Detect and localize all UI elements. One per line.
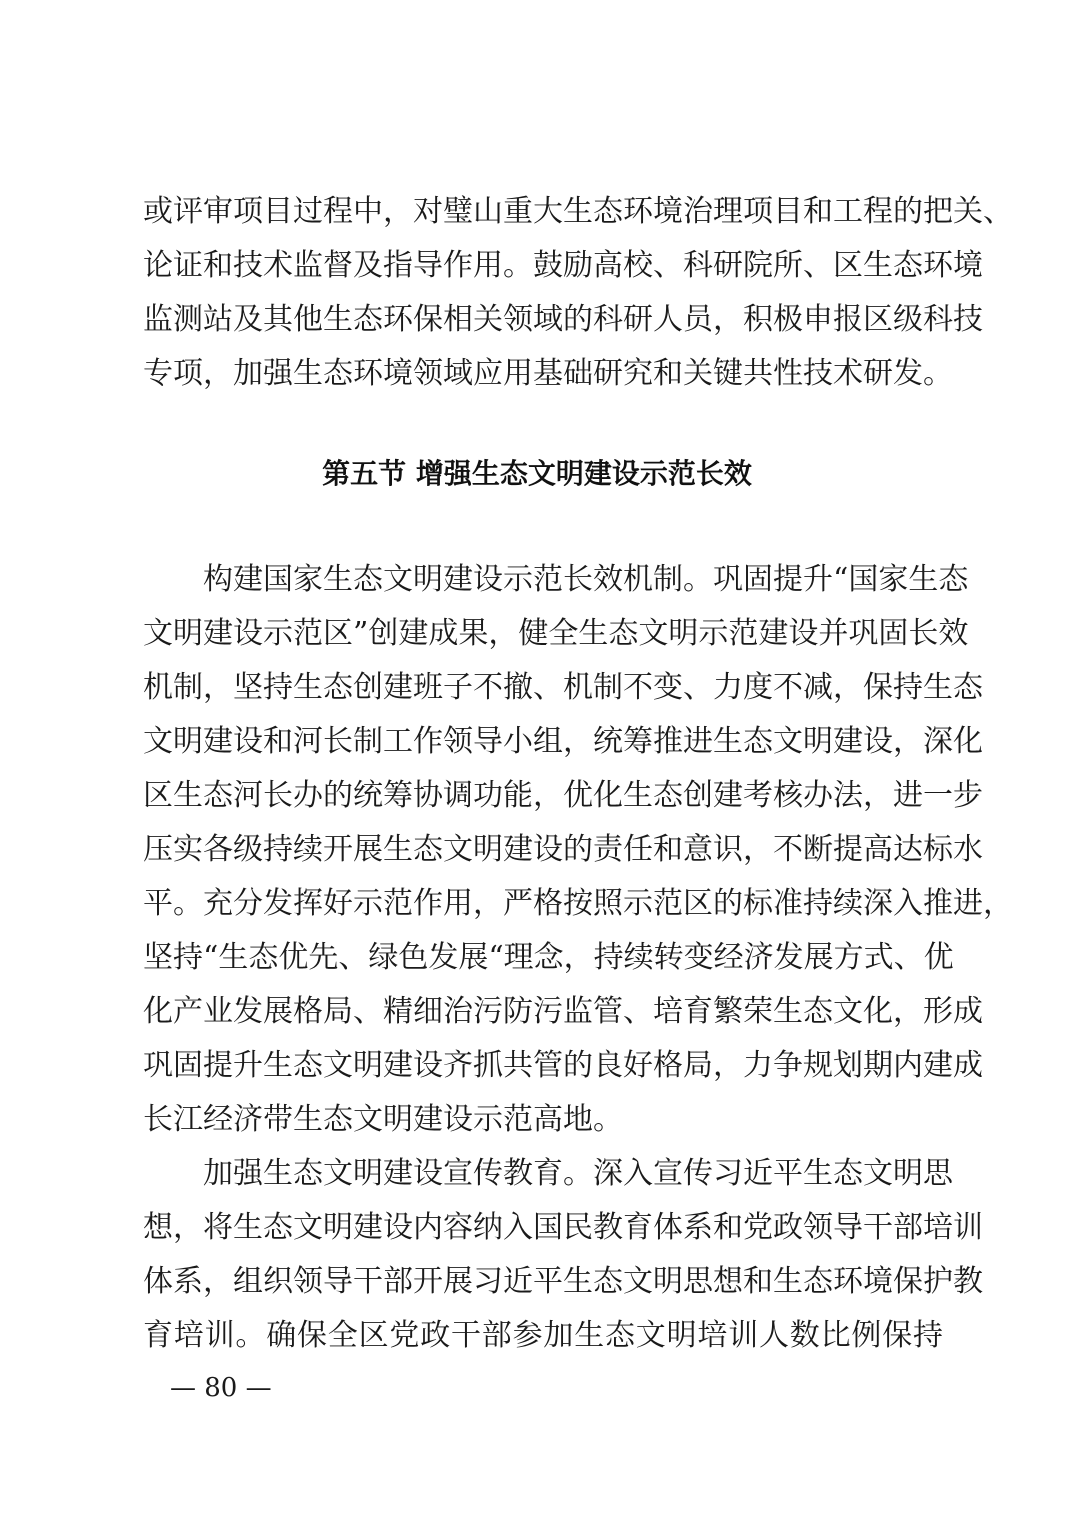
paragraph-2-line-3: 体系，组织领导干部开展习近平生态文明思想和生态环境保护教 bbox=[143, 1264, 983, 1299]
paragraph-1-line-2: 文明建设示范区”创建成果，健全生态文明示范建设并巩固长效 bbox=[143, 616, 969, 651]
paragraph-1-line-7: 平。充分发挥好示范作用，严格按照示范区的标准持续深入推进， bbox=[143, 886, 1013, 921]
paragraph-top-line-1: 或评审项目过程中，对璧山重大生态环境治理项目和工程的把关、 bbox=[143, 194, 1013, 229]
paragraph-1-line-4: 文明建设和河长制工作领导小组，统筹推进生态文明建设，深化 bbox=[143, 724, 983, 759]
page-number: — 80 — bbox=[170, 1373, 272, 1403]
paragraph-1-line-5: 区生态河长办的统筹协调功能，优化生态创建考核办法，进一步 bbox=[143, 778, 983, 813]
paragraph-top-line-4: 专项，加强生态环境领域应用基础研究和关键共性技术研发。 bbox=[143, 356, 953, 391]
paragraph-2-line-1: 加强生态文明建设宣传教育。深入宣传习近平生态文明思 bbox=[203, 1156, 953, 1191]
paragraph-1-line-6: 压实各级持续开展生态文明建设的责任和意识，不断提高达标水 bbox=[143, 832, 983, 867]
paragraph-2-line-2: 想，将生态文明建设内容纳入国民教育体系和党政领导干部培训 bbox=[143, 1210, 983, 1245]
paragraph-1-line-8: 坚持“生态优先、绿色发展“理念，持续转变经济发展方式、优 bbox=[143, 940, 954, 975]
paragraph-top-line-2: 论证和技术监督及指导作用。鼓励高校、科研院所、区生态环境 bbox=[143, 248, 983, 283]
paragraph-1-line-10: 巩固提升生态文明建设齐抓共管的良好格局，力争规划期内建成 bbox=[143, 1048, 983, 1083]
paragraph-1-line-9: 化产业发展格局、精细治污防污监管、培育繁荣生态文化，形成 bbox=[143, 994, 983, 1029]
paragraph-top-line-3: 监测站及其他生态环保相关领域的科研人员，积极申报区级科技 bbox=[143, 302, 983, 337]
paragraph-1-line-11: 长江经济带生态文明建设示范高地。 bbox=[143, 1102, 623, 1137]
paragraph-1-line-1: 构建国家生态文明建设示范长效机制。巩固提升“国家生态 bbox=[203, 562, 969, 597]
paragraph-2-line-4: 育培训。确保全区党政干部参加生态文明培训人数比例保持 bbox=[143, 1318, 943, 1353]
paragraph-1-line-3: 机制，坚持生态创建班子不撤、机制不变、力度不减，保持生态 bbox=[143, 670, 983, 705]
section-heading: 第五节 增强生态文明建设示范长效 bbox=[322, 457, 752, 490]
